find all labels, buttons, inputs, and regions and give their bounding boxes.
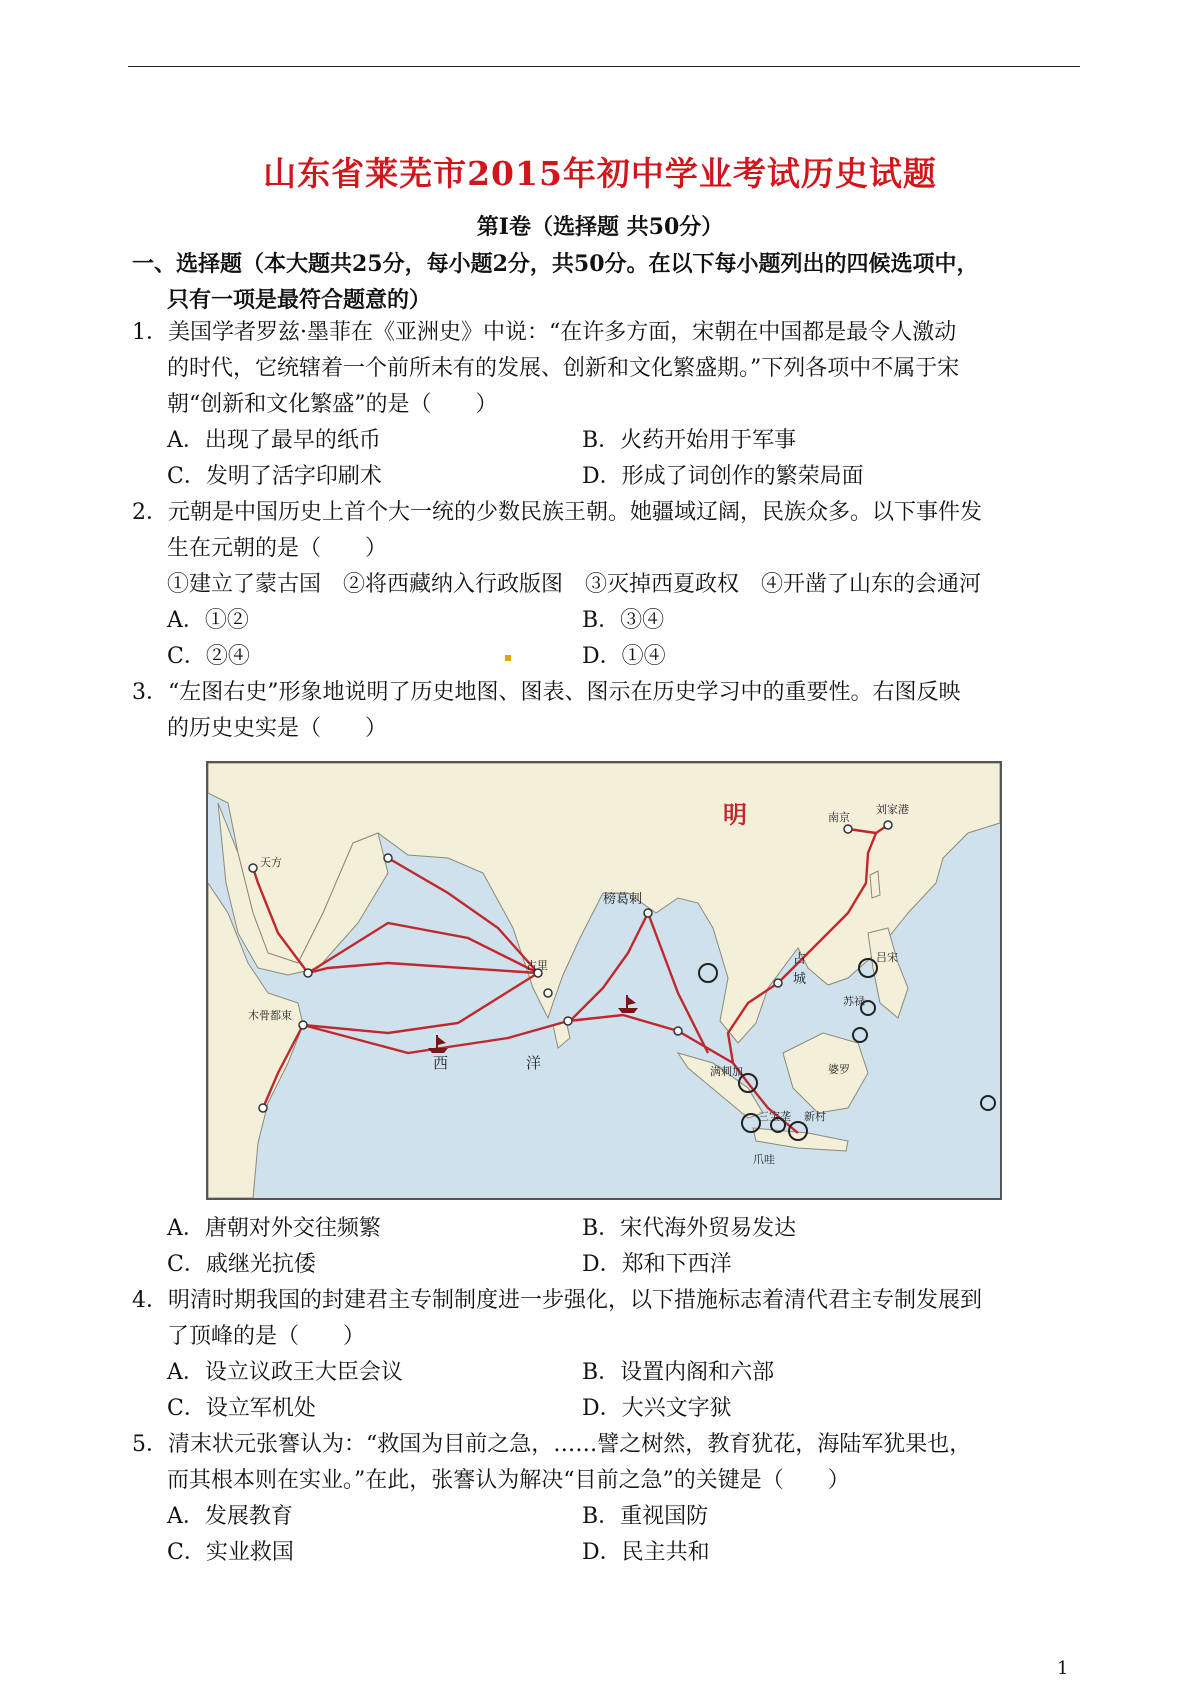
q4-stem-line1: 4．明清时期我国的封建君主专制制度进一步强化，以下措施标志着清代君主专制发展到 [132, 1288, 982, 1313]
q4-option-a: A．设立议政王大臣会议 [167, 1360, 403, 1385]
exam-title: 山东省莱芜市2015年初中学业考试历史试题 [263, 154, 937, 193]
port-cochin [544, 989, 552, 997]
label-malacca: 满剌加 [710, 1065, 743, 1078]
label-bangala: 榜葛剌 [603, 892, 643, 907]
q3-option-b: B．宋代海外贸易发达 [582, 1216, 797, 1241]
port-liujiagang [884, 821, 892, 829]
label-nanjing: 南京 [828, 811, 850, 824]
q5-stem-line2: 而其根本则在实业。”在此，张謇认为解决“目前之急”的关键是（ ） [167, 1468, 850, 1493]
label-champa-1: 占 [793, 952, 807, 967]
q1-option-c: C．发明了活字印刷术 [167, 464, 382, 489]
map-svg [208, 763, 1000, 1198]
q4-option-c: C．设立军机处 [167, 1396, 316, 1421]
label-yang: 洋 [526, 1054, 542, 1072]
port-tianfang [249, 864, 257, 872]
zheng-he-voyage-map [206, 761, 1002, 1200]
q2-stem-line1: 2．元朝是中国历史上首个大一统的少数民族王朝。她疆域辽阔，民族众多。以下事件发 [132, 500, 982, 525]
paper-subtitle: 第Ⅰ卷（选择题 共50分） [476, 214, 724, 240]
q1-stem-line2: 的时代，它统辖着一个前所未有的发展、创新和文化繁盛期。”下列各项中不属于宋 [167, 356, 960, 381]
q2-stem-line2: 生在元朝的是（ ） [167, 536, 388, 561]
label-tianfang: 天方 [260, 856, 282, 869]
section-heading: 一、选择题（本大题共25分，每小题2分，共50分。在以下每小题列出的四候选项中， [132, 251, 979, 277]
q4-option-d: D．大兴文字狱 [582, 1396, 732, 1421]
label-mogadishu: 木骨都束 [248, 1009, 292, 1022]
port-africa-south [259, 1104, 267, 1112]
label-luzon: 吕宋 [876, 951, 898, 964]
label-liujiagang: 刘家港 [876, 803, 909, 816]
q3-option-a: A．唐朝对外交往频繁 [167, 1216, 381, 1241]
q5-option-a: A．发展教育 [167, 1504, 293, 1529]
label-ming: 明 [723, 801, 747, 829]
port-hormuz [384, 854, 392, 862]
page-number: 1 [1057, 1658, 1069, 1679]
port-champa [774, 979, 782, 987]
q2-option-a: A．①② [167, 608, 249, 633]
q2-option-b: B．③④ [582, 608, 665, 633]
q5-option-c: C．实业救国 [167, 1540, 294, 1565]
label-xi: 西 [433, 1054, 449, 1072]
q1-option-b: B．火药开始用于军事 [582, 428, 797, 453]
port-bangala [644, 909, 652, 917]
q1-option-a: A．出现了最早的纸币 [167, 428, 381, 453]
port-nanjing [844, 825, 852, 833]
label-borneo: 婆罗 [828, 1063, 850, 1076]
taiwan [870, 871, 880, 898]
q5-option-d: D．民主共和 [582, 1540, 710, 1565]
q5-stem-line1: 5．清末状元张謇认为：“救国为目前之急，……譬之树然，教育犹花，海陆军犹果也， [132, 1432, 972, 1457]
q3-stem-line2: 的历史史实是（ ） [167, 716, 388, 741]
port-mogadishu [299, 1021, 307, 1029]
port-sri-lanka [564, 1017, 572, 1025]
port-aru [674, 1027, 682, 1035]
q3-option-d: D．郑和下西洋 [582, 1252, 732, 1277]
q1-option-d: D．形成了词创作的繁荣局面 [582, 464, 864, 489]
q2-option-d: D．①④ [582, 644, 666, 669]
q1-stem-line1: 1．美国学者罗兹·墨菲在《亚洲史》中说：“在许多方面，宋朝在中国都是最令人激动 [132, 320, 957, 345]
q4-stem-line2: 了顶峰的是（ ） [167, 1324, 366, 1349]
q3-option-c: C．戚继光抗倭 [167, 1252, 316, 1277]
label-sulu: 苏禄 [843, 995, 865, 1008]
header-rule [128, 66, 1080, 67]
q4-option-b: B．设置内阁和六部 [582, 1360, 775, 1385]
label-guli: 古里 [526, 959, 548, 972]
label-semarang: 三宝垄 [758, 1110, 791, 1123]
q5-option-b: B．重视国防 [582, 1504, 709, 1529]
label-xincun: 新村 [804, 1110, 826, 1123]
section-heading-cont: 只有一项是最符合题意的） [167, 287, 432, 313]
q3-stem-line1: 3．“左图右史”形象地说明了历史地图、图表、图示在历史学习中的重要性。右图反映 [132, 680, 961, 705]
port-aden [304, 969, 312, 977]
q2-option-c: C．②④ [167, 644, 250, 669]
label-champa-2: 城 [793, 972, 807, 987]
scan-speck [505, 655, 511, 661]
q1-stem-line3: 朝“创新和文化繁盛”的是（ ） [167, 392, 498, 417]
label-java: 爪哇 [753, 1153, 775, 1166]
q2-items: ①建立了蒙古国 ②将西藏纳入行政版图 ③灭掉西夏政权 ④开凿了山东的会通河 [167, 572, 982, 597]
